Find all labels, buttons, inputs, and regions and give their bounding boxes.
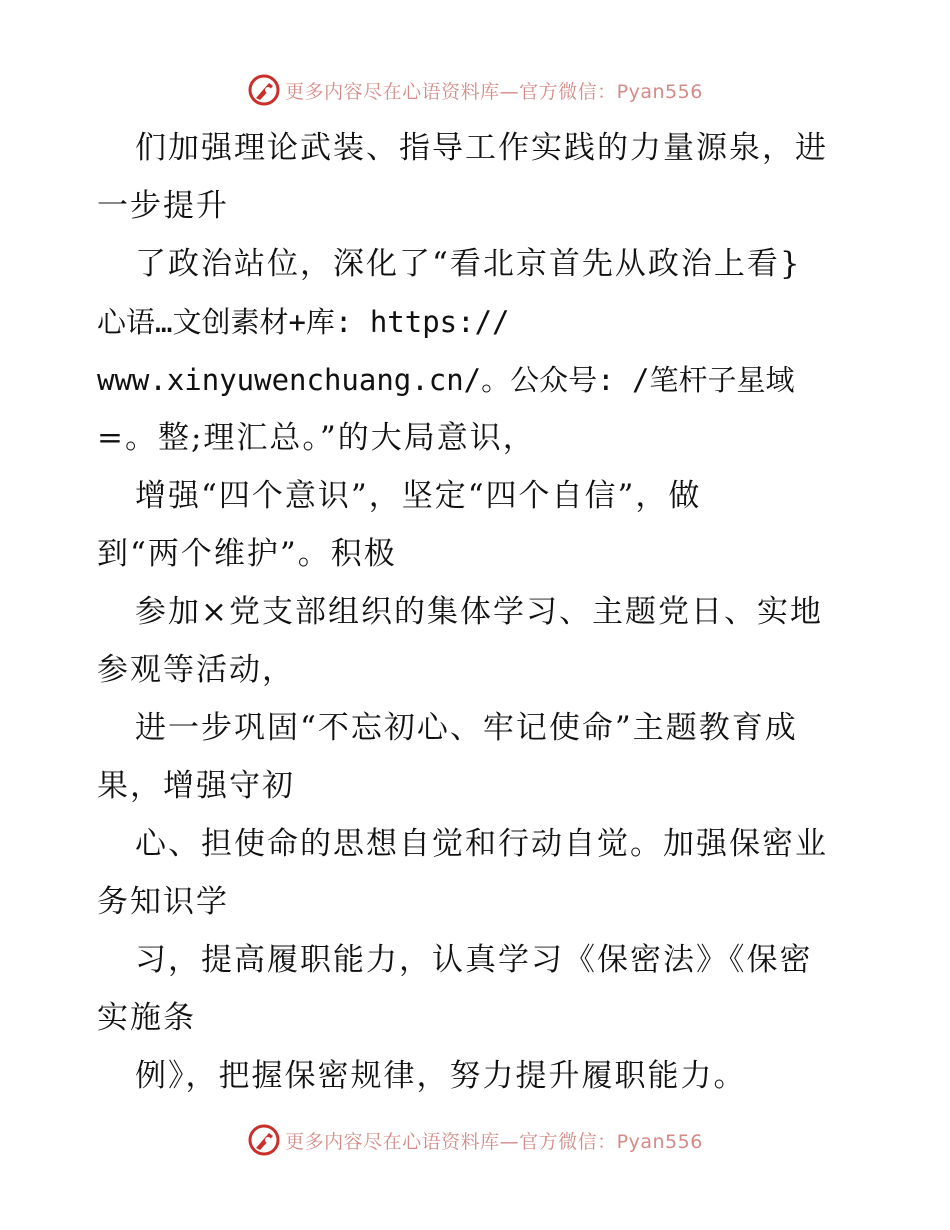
text-line: 习，提高履职能力，认真学习《保密法》《保密 (135, 942, 813, 978)
footer-watermark-text: 更多内容尽在心语资料库—官方微信：Pyan556 (285, 1130, 703, 1153)
text-line: 参观等活动， (97, 652, 295, 688)
text-line: 参加×党支部组织的集体学习、主题党日、实地 (135, 594, 823, 630)
text-line: 一步提升 (97, 188, 229, 224)
text-line: 心语…文创素材+库: https:// (97, 305, 510, 339)
text-line: 务知识学 (97, 884, 229, 920)
footer-watermark-banner (0, 1120, 950, 1160)
text-line: 了政治站位，深化了“看北京首先从政治上看} (135, 246, 802, 282)
text-line: www.xinyuwenchuang.cn/。公众号: /笔杆子星域 (97, 363, 795, 397)
header-watermark-banner (0, 70, 950, 110)
header-watermark-text: 更多内容尽在心语资料库—官方微信：Pyan556 (285, 80, 703, 103)
document-body (97, 119, 857, 1105)
text-line: 们加强理论武装、指导工作实践的力量源泉，进 (135, 130, 828, 166)
text-line: =。整;理汇总。”的大局意识， (97, 420, 536, 456)
pen-logo-icon (247, 73, 281, 107)
text-line: 增强“四个意识”，坚定“四个自信”，做 (135, 478, 702, 514)
text-line: 例》，把握保密规律，努力提升履职能力。 (135, 1058, 747, 1094)
text-line: 到“两个维护”。积极 (97, 536, 397, 572)
text-line: 心、担使命的思想自觉和行动自觉。加强保密业 (135, 826, 828, 862)
text-line: 进一步巩固“不忘初心、牢记使命”主题教育成 (135, 710, 798, 746)
text-line: 果，增强守初 (97, 768, 295, 804)
pen-logo-icon (247, 1123, 281, 1157)
text-line: 实施条 (97, 1000, 196, 1036)
